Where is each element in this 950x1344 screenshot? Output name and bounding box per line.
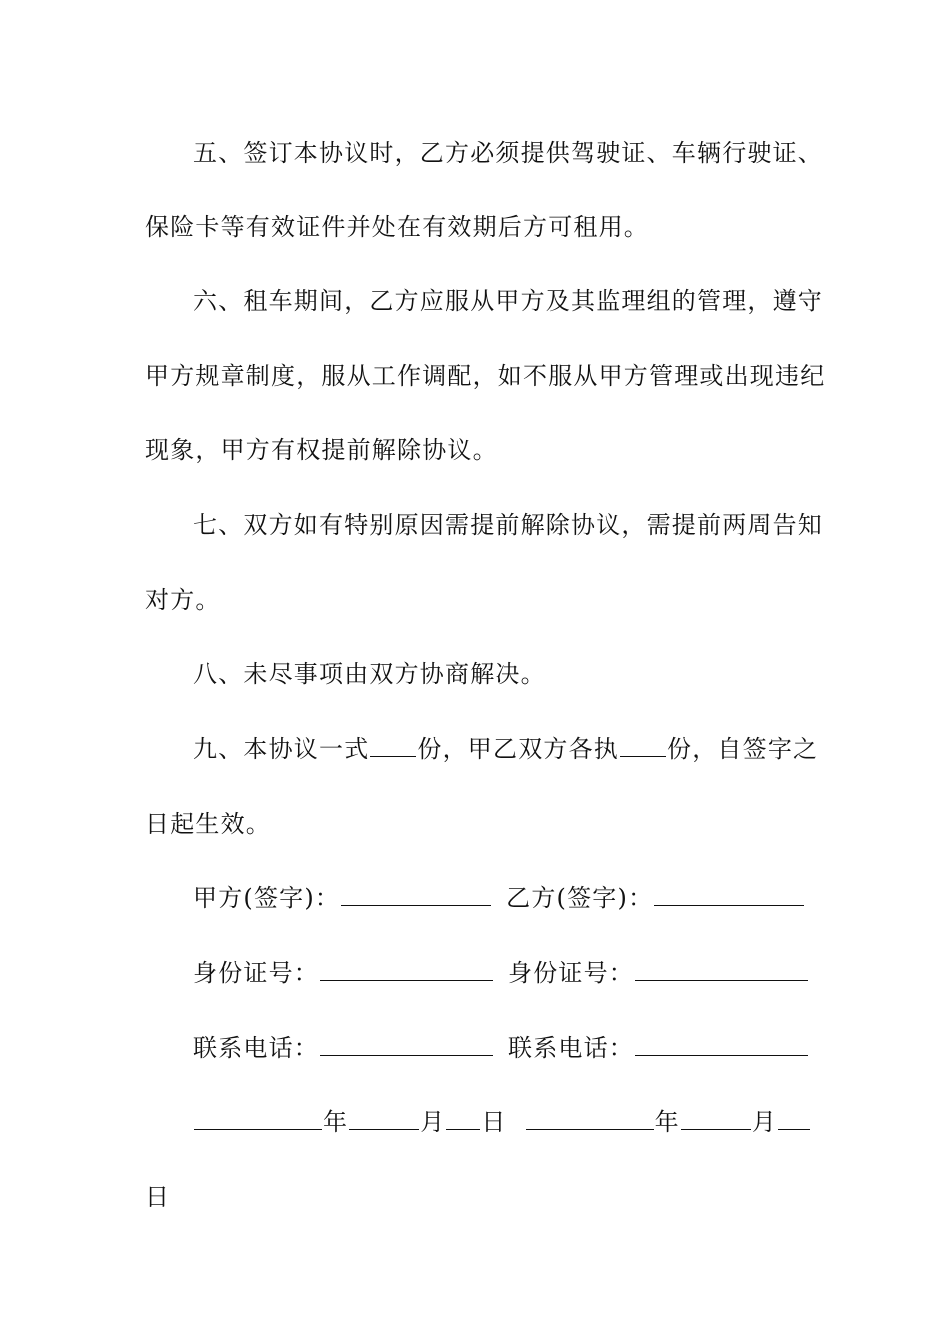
party-b-day-label: 日 [145,1183,171,1211]
clause-6-line-3: 现象，甲方有权提前解除协议。 [145,436,498,464]
id-row [193,958,809,988]
party-b-month-label: 月 [751,1108,778,1136]
party-b-phone-blank[interactable] [635,1033,808,1056]
clause-7-line-2: 对方。 [145,586,221,614]
party-a-id-blank[interactable] [320,958,493,981]
party-b-year-blank[interactable] [526,1107,654,1130]
clause-6-line-2: 甲方规章制度，服从工作调配，如不服从甲方管理或出现违纪 [145,362,826,390]
party-b-phone-label: 联系电话： [508,1034,634,1062]
phone-row [193,1033,809,1063]
clause-7-line-1: 七、双方如有特别原因需提前解除协议，需提前两周告知 [193,511,823,539]
party-a-day-label: 日 [481,1108,507,1136]
clause-5-line-1: 五、签订本协议时，乙方必须提供驾驶证、车辆行驶证、 [193,139,823,167]
clause-8-line-1: 八、未尽事项由双方协商解决。 [193,660,546,688]
party-a-sign-blank[interactable] [341,883,491,906]
party-b-id-blank[interactable] [635,958,808,981]
party-b-id-label: 身份证号： [508,959,634,987]
party-a-id-label: 身份证号： [193,959,319,987]
signature-row [193,883,805,913]
party-b-sign-label: 乙方(签字)： [506,884,654,912]
party-a-phone-blank[interactable] [320,1033,493,1056]
party-a-year-label: 年 [323,1108,349,1136]
clause-6-line-1: 六、租车期间，乙方应服从甲方及其监理组的管理，遵守 [193,287,823,315]
party-b-year-label: 年 [654,1108,680,1136]
clause-9-line-1 [193,734,818,764]
clause-9-text-2: 份，甲乙双方各执 [417,735,620,763]
party-b-day-blank[interactable] [778,1107,810,1130]
copies-total-blank[interactable] [370,734,416,757]
party-b-sign-blank[interactable] [654,883,804,906]
clause-9-line-2: 日起生效。 [145,810,271,838]
party-a-phone-label: 联系电话： [193,1034,319,1062]
clause-9-text-3: 份，自签字之 [667,735,819,763]
party-a-sign-label: 甲方(签字)： [193,884,341,912]
party-b-month-blank[interactable] [681,1107,751,1130]
copies-each-blank[interactable] [620,734,666,757]
clause-9-text-1: 九、本协议一式 [193,735,370,763]
date-row [193,1107,811,1137]
party-a-day-blank[interactable] [446,1107,480,1130]
party-a-month-label: 月 [420,1108,446,1136]
party-a-year-blank[interactable] [194,1107,322,1130]
party-a-month-blank[interactable] [349,1107,419,1130]
clause-5-line-2: 保险卡等有效证件并处在有效期后方可租用。 [145,213,649,241]
